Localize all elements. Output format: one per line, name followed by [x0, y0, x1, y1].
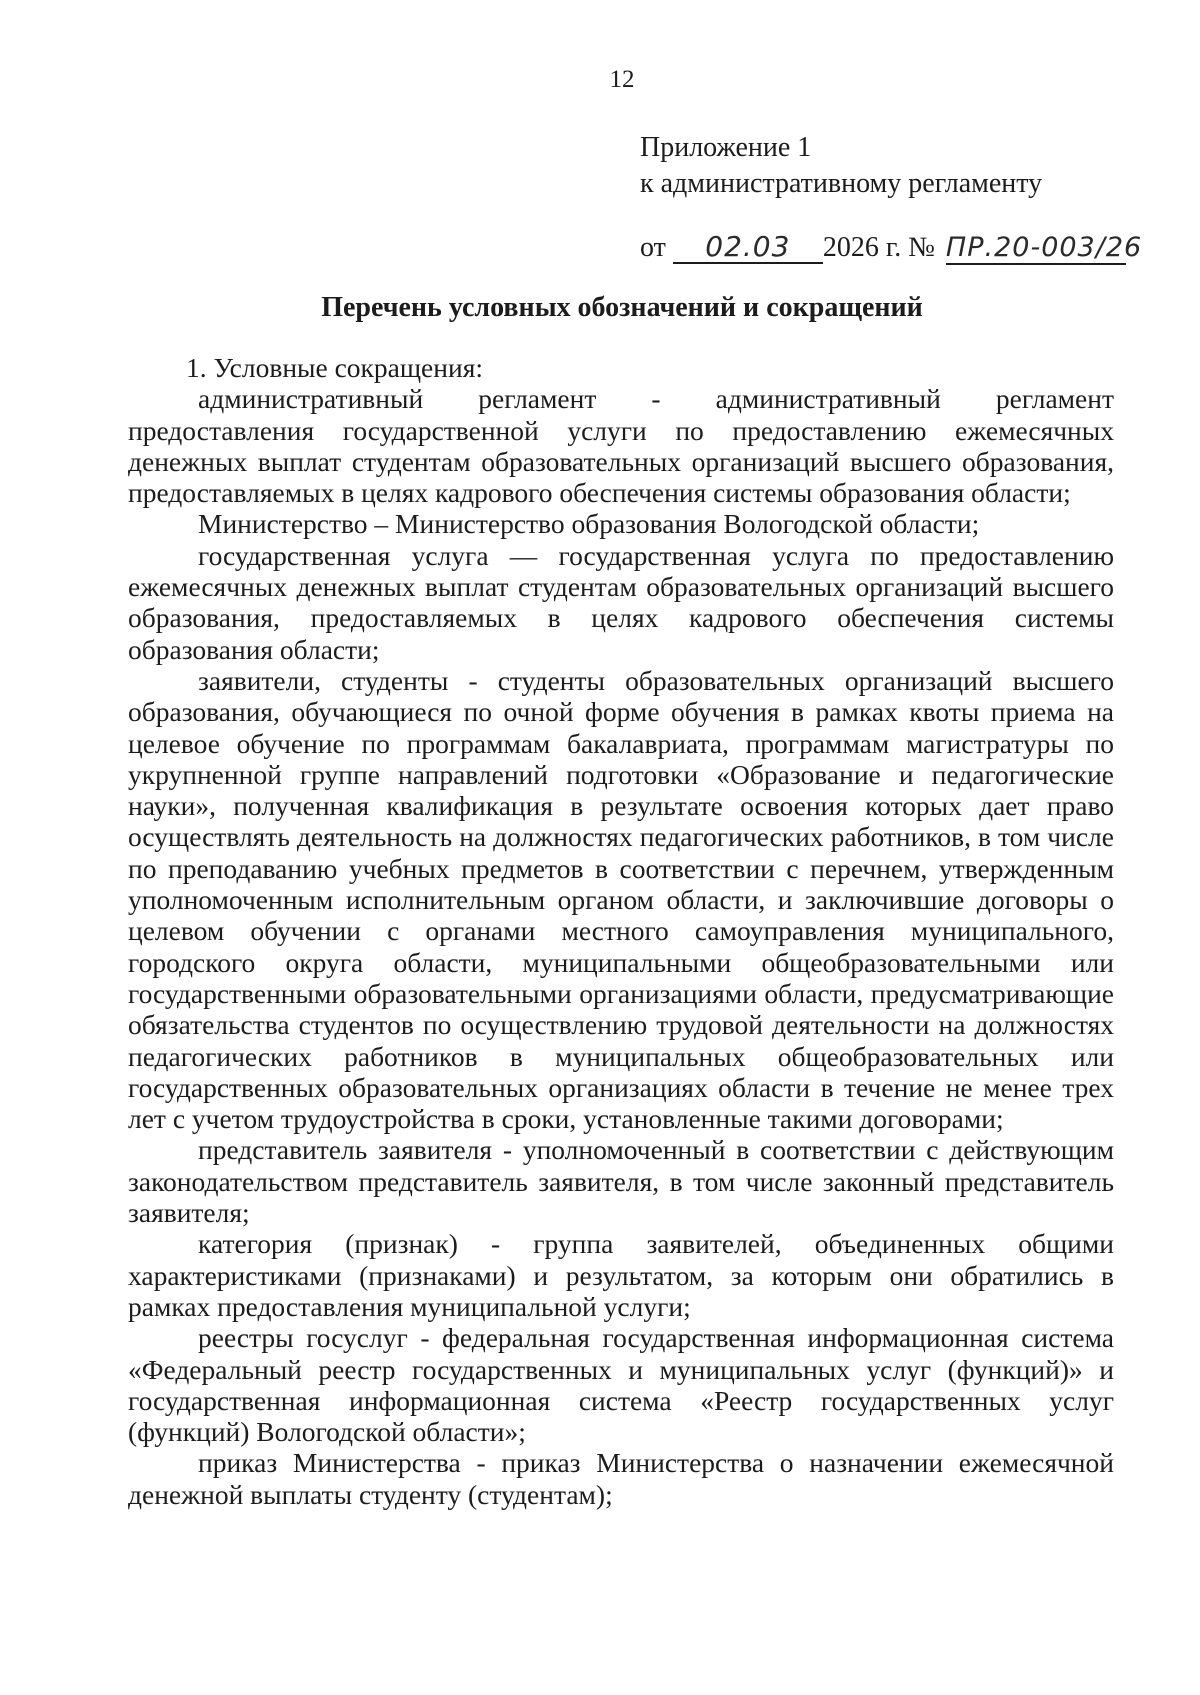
definition-paragraph: реестры госуслуг - федеральная государственная информационная система «Федеральный реестр государственных и муниципальных услуг (функций)» и государственная информационная система «Реестр государственных услуг (функций) Вологодской области»; [128, 1322, 1114, 1448]
date-prefix: от [640, 232, 666, 263]
appendix-header [640, 130, 1042, 202]
definition-paragraph: государственная услуга — государственная услуга по предоставлению ежемесячных денежных выплат студентам образовательных организаций высшего образования, предоставляемых в целях кадрового обеспечения системы образования области; [128, 539, 1114, 665]
document-date-line [640, 230, 1143, 265]
definition-paragraph: приказ Министерства - приказ Министерства о назначении ежемесячной денежной выплаты студенту (студентам); [128, 1447, 1114, 1510]
definition-paragraph: заявители, студенты - студенты образовательных организаций высшего образования, обучающиеся по очной форме обучения в рамках квоты приема на целевое обучение по программам бакалавриата, программам магистратуры по укрупненной группе направлений подготовки «Образование и педагогические науки», полученная квалификация в результате освоения которых дает право осуществлять деятельность на должностях педагогических работников, в том числе по преподаванию учебных предметов в соответствии с перечнем, утвержденным уполномоченным исполнительным органом области, и заключившие договоры о целевом обучении с органами местного самоуправления муниципального, городского округа области, муниципальными общеобразовательными или государственными образовательными организациями области, предусматривающие обязательства студентов по осуществлению трудовой деятельности на должностях педагогических работников в муниципальных общеобразовательных или государственных образовательных организациях области в течение не менее трех лет с учетом трудоустройства в сроки, установленные такими договорами; [128, 664, 1114, 1135]
appendix-title: Приложение 1 [640, 132, 812, 163]
definition-paragraph: категория (признак) - группа заявителей, объединенных общими характеристиками (признаками) и результатом, за которым они обратились в рамках предоставления муниципальной услуги; [128, 1228, 1114, 1322]
section-heading: 1. Условные сокращения: [186, 352, 483, 383]
page-number: 12 [609, 66, 635, 93]
document-body [128, 352, 1114, 1510]
definition-paragraph: административный регламент - административный регламент предоставления государственной услуги по предоставлению ежемесячных денежных выплат студентам образовательных организаций высшего образования, предоставляемых в целях кадрового обеспечения системы образования области; [128, 383, 1114, 509]
appendix-subtitle: к административному регламенту [640, 168, 1043, 199]
definition-paragraph: представитель заявителя - уполномоченный в соответствии с действующим законодательством представитель заявителя, в том числе законный представитель заявителя; [128, 1134, 1114, 1229]
handwritten-date: 02.03 [673, 232, 823, 264]
year-and-number-label: 2026 г. № [822, 232, 935, 263]
definition-paragraph: Министерство – Министерство образования Вологодской области; [198, 508, 980, 540]
document-title: Перечень условных обозначений и сокращений [321, 292, 923, 323]
handwritten-document-number: ПР.20-003/26 [945, 232, 1143, 263]
